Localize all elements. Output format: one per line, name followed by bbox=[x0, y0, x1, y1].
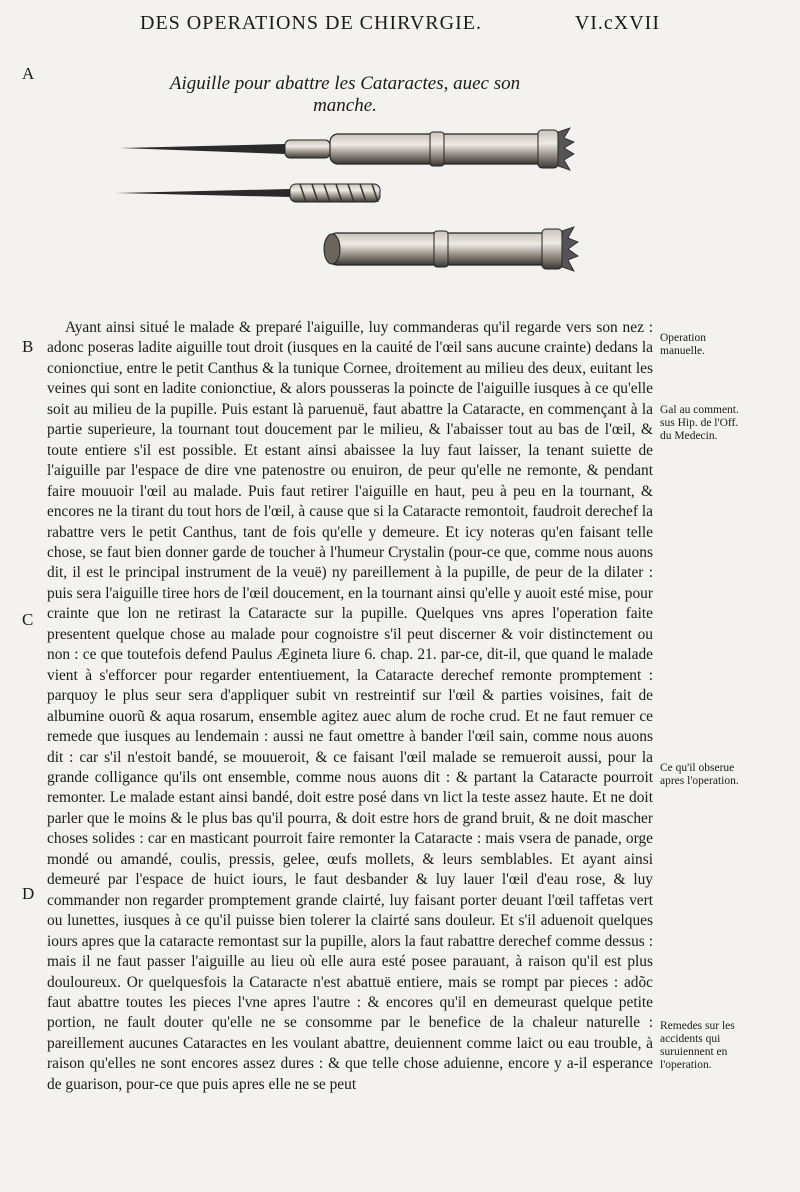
screw-needle-drawing bbox=[115, 184, 380, 202]
section-marker-b: B bbox=[22, 337, 34, 356]
cataract-needle-illustration bbox=[100, 118, 580, 278]
needle-with-handle-drawing bbox=[120, 128, 574, 170]
folio-number: VI.cXVII bbox=[574, 12, 660, 34]
margin-note-operation: Operation manuelle. bbox=[660, 332, 706, 357]
margin-note-after-operation: Ce qu'il obserue apres l'operation. bbox=[660, 762, 739, 787]
margin-note-remedies: Remedes sur les accidents qui suruiennent en l'operation. bbox=[660, 1020, 735, 1071]
section-marker-a: A bbox=[22, 64, 35, 83]
margin-note-galen: Gal au comment. sus Hip. de l'Off. du Medecin. bbox=[660, 404, 739, 442]
separate-handle-drawing bbox=[324, 227, 578, 271]
page-title: DES OPERATIONS DE CHIRVRGIE. bbox=[140, 12, 482, 34]
figure-caption: Aiguille pour abattre les Cataractes, auec son manche. bbox=[169, 73, 521, 116]
section-marker-c: C bbox=[22, 610, 34, 629]
body-paragraph: Ayant ainsi situé le malade & preparé l'aiguille, luy commanderas qu'il regarde vers son nez : adonc poseras ladite aiguille tout droit (iusques en la cauité de l'œil sans aucune crainte) dedans la conionctiue, entre le petit Canthus & la tunique Cornee, droitement au milieu des deux, euitant les veines qui sont en ladite conionctiue, & alors pousseras la poincte de l'aiguille iusques à ce qu'elle soit au milieu de la pupille. Puis estant là paruenuë, faut abattre la Cataracte, en commençant à la partie superieure, la tournant tout doucement par le milieu, & l'abaisser tout au bas de l'œil, & toute entiere s'il est possible. Et estant ainsi abaissee la luy faut laisser, la tenant suiette de l'aiguille par l'espace de dire vne patenostre ou enuiron, de peur qu'elle ne remonte, & pendant faire mouuoir l'œil au malade. Puis faut retirer l'aiguille en haut, peu à peu en la tournant, & encores ne la tirant du tout hors de l'œil, à cause que si la Cataracte remontoit, faudroit derechef la rabattre vers le petit Canthus, tant de fois qu'elle y demeure. Et icy noteras qu'en faisant telle chose, se faut bien donner garde de toucher à l'humeur Crystalin (pour-ce que, comme nous auons dit, il est le principal instrument de la veuë) ny pareillement à la pupille, de peur de la dilater : puis sera l'aiguille tiree hors de l'œil doucement, en la tournant ainsi qu'elle y auoit esté mise, pour crainte que lon ne retirast la Cataracte sur la pupille. Quelques vns apres l'operation faite presentent quelque chose au malade pour cognoistre s'il peut discerner & voir distinctement ou non : ce que toutefois defend Paulus Ægineta liure 6. chap. 21. par-ce, dit-il, que quand le malade vient à s'efforcer pour regarder ententiuement, la Cataracte derechef remonte promptement : parquoy le plus seur sera d'appliquer subit vn restreintif sur l'œil & parties voisines, fait de albumine ouorũ & aqua rosarum, ensemble agitez auec alum de roche crud. Et ne faut remuer ce remede que iusques au lendemain : aussi ne faut omettre à bander l'œil sain, comme nous auons dit : car s'il n'estoit bandé, se mouueroit, & ce faisant l'œil malade se remueroit aussi, pour la grande colligance qu'ils ont ensemble, comme nous auons dit : & partant la Cataracte pourroit remonter. Le malade estant ainsi bandé, doit estre posé dans vn lict la teste assez haute. Et ne doit parler que le moins & le plus bas qu'il pourra, & doit estre hors de grand bruit, & ne doit mascher choses solides : car en masticant pourroit faire remonter la Cataracte : mais vsera de panade, orge mondé ou amandé, coulis, pressis, gelee, œufs mollets, & leurs semblables. Et ayant ainsi demeuré par l'espace de huict iours, le faut desbander & luy lauer l'œil d'eau rose, & luy commander non regarder promptement grande clairté, luy faisant porter deuant l'œil taffetas vert ou lunettes, iusques à ce qu'il puisse bien tolerer la clairté sans douleur. Et s'il aduenoit quelques iours apres que la cataracte remontast sur la pupille, alors la faut rabattre derechef comme dessus : mais il ne faut passer l'aiguille au lieu où elle aura esté posee parauant, à raison qu'il est plus douloureux. Or quelquesfois la Cataracte n'est abattuë entiere, mais se rompt par pieces : adõc faut abattre toutes les pieces l'vne apres l'autre : & encores qu'il en demeurast quelque petite portion, ne fault douter qu'elle ne se consomme par le benefice de la chaleur naturelle : pareillement aucunes Cataractes en les voulant abattre, deuiennent comme laict ou eau trouble, à raison qu'elles ne sont encores assez dures : & que telle chose aduienne, encore y a-il esperance de guarison, pour-ce que puis apres elle ne se peut bbox=[47, 319, 653, 1093]
running-head bbox=[140, 12, 660, 35]
main-text-block bbox=[47, 318, 653, 1095]
section-marker-d: D bbox=[22, 884, 35, 903]
